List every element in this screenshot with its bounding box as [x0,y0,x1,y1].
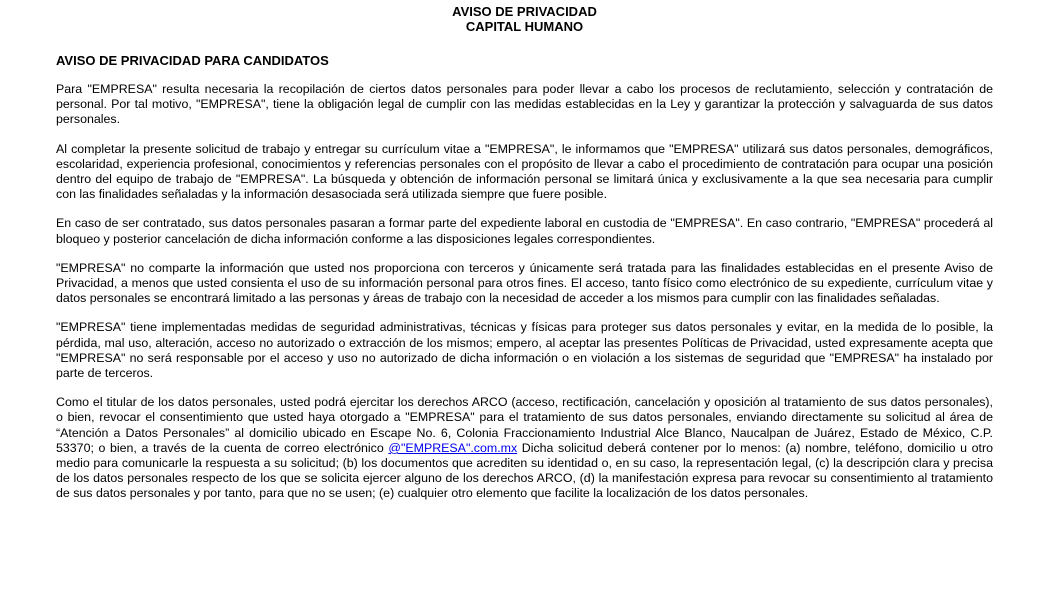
document-title-line-2: CAPITAL HUMANO [465,19,584,34]
arco-text-before-link: Como el titular de los datos personales, usted podrá ejercitar los derechos ARCO (acceso, rectificación, cancelación y oposición al tratamiento de sus datos personales), o bien, revocar el consentimiento que usted haya otorgado a "EMPRESA" para el tratamiento de sus datos personales, enviando directamente su solicitud al área de “Atención a Datos Personales” al domicilio ubicado en Escape No. 6, Colonia Fraccionamiento Industrial Alce Blanco, Naucalpan de Juárez, Estado de México, C.P. 53370; o bien, a través de la cuenta de correo electrónico [56,395,993,455]
paragraph-arco-rights [56,395,993,501]
arco-text-after-link: Dicha solicitud deberá contener por lo menos: (a) nombre, teléfono, domicilio u otro medio para comunicarle la respuesta a su solicitud; (b) los documentos que acrediten su identidad o, en su caso, la representación legal, (c) la descripción clara y precisa de los datos personales respecto de los que se solicita ejercer alguno de los derechos ARCO, (d) la manifestación expresa para revocar su consentimiento al tratamiento de sus datos personales y por tanto, para que no se usen; (e) cualquier otro elemento que facilite la localización de los datos personales. [56,440,993,501]
paragraph-data-sharing: "EMPRESA" no comparte la información que usted nos proporciona con terceros y únicamente será tratada para las finalidades establecidas en el presente Aviso de Privacidad, a menos que usted consienta el uso de su información personal para otros fines. El acceso, tanto físico como electrónico de su expediente, currículum vitae y datos personales se encontrará limitado a las personas y áreas de trabajo con la necesidad de acceder a los mismos para cumplir con las finalidades señaladas. [56,260,993,306]
paragraph-data-use: Al completar la presente solicitud de trabajo y entregar su currículum vitae a "EMPRESA", le informamos que "EMPRESA" utilizará sus datos personales, demográficos, escolaridad, experiencia profesional, conocimientos y referencias personales con el propósito de llevar a cabo el procedimiento de contratación para ocupar una posición dentro del equipo de trabajo de "EMPRESA". La búsqueda y obtención de información personal se limitará única y exclusivamente a la que sea necesaria para cumplir con las finalidades señaladas y la información desasociada será utilizada siempre que fuere posible. [56,141,993,202]
document-title-line-1: AVISO DE PRIVACIDAD [452,4,597,19]
document-page [56,4,993,502]
section-title: AVISO DE PRIVACIDAD PARA CANDIDATOS [56,53,329,68]
paragraph-security: "EMPRESA" tiene implementadas medidas de seguridad administrativas, técnicas y físicas para proteger sus datos personales y evitar, en la medida de lo posible, la pérdida, mal uso, alteración, acceso no autorizado o extracción de los mismos; empero, al aceptar las presentes Políticas de Privacidad, usted expresamente acepta que "EMPRESA" no será responsable por el acceso y uso no autorizado de dicha información o en violación a los sistemas de seguridad que "EMPRESA" ha instalado por parte de terceros. [56,320,993,381]
paragraph-hiring-outcome: En caso de ser contratado, sus datos personales pasaran a formar parte del expediente laboral en custodia de "EMPRESA". En caso contrario, "EMPRESA" procederá al bloqueo y posterior cancelación de dicha información conforme a las disposiciones legales correspondientes. [56,216,993,246]
email-link[interactable]: @"EMPRESA".com.mx [388,440,518,455]
paragraph-purpose: Para "EMPRESA" resulta necesaria la recopilación de ciertos datos personales para poder llevar a cabo los procesos de reclutamiento, selección y contratación de personal. Por tal motivo, "EMPRESA", tiene la obligación legal de cumplir con las medidas establecidas en la Ley y garantizar la protección y salvaguarda de sus datos personales. [56,82,993,127]
